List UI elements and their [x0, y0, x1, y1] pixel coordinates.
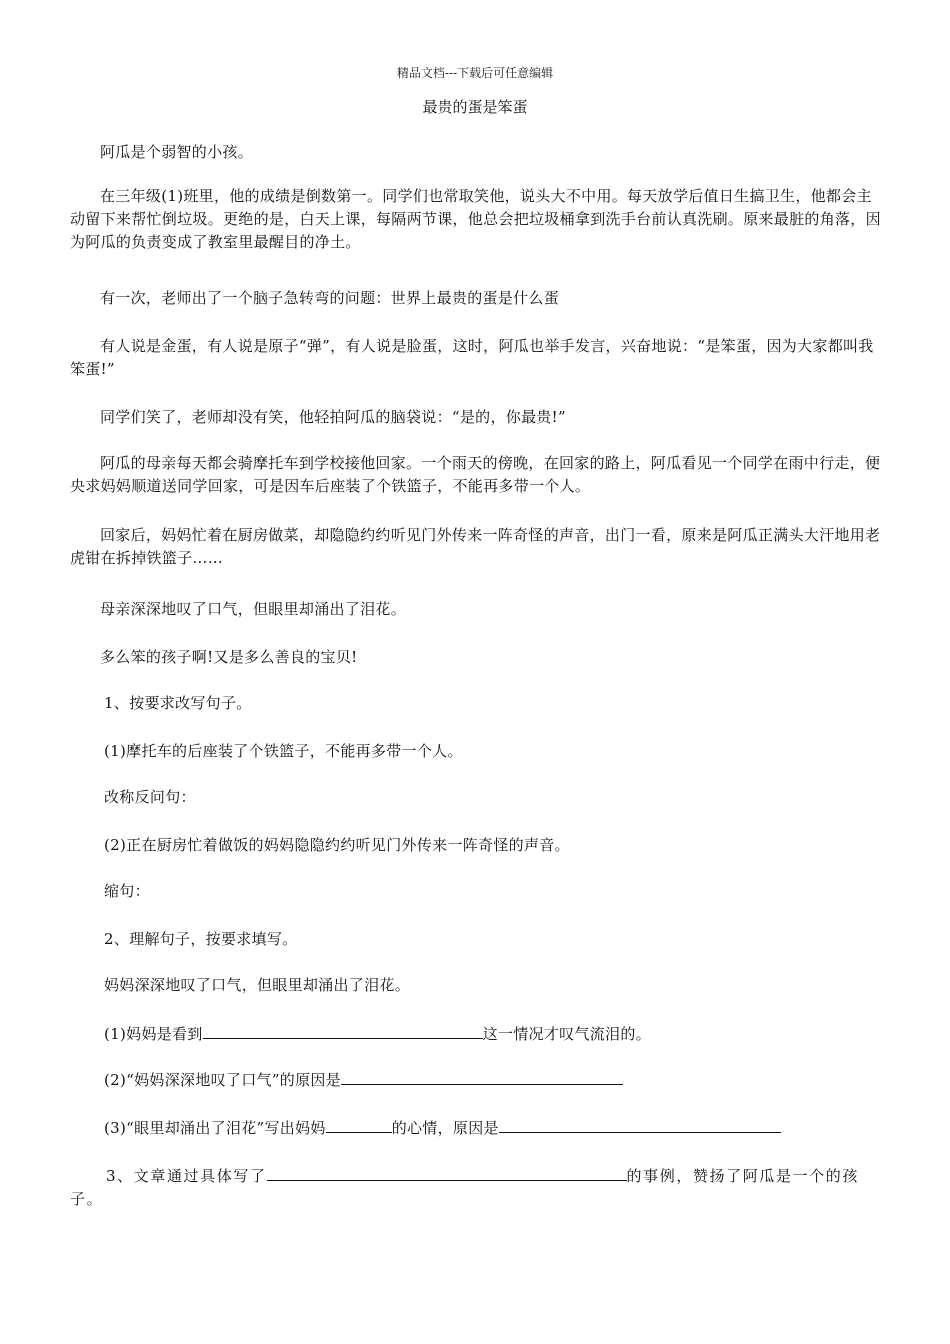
question-2-sentence: 妈妈深深地叹了口气，但眼里却涌出了泪花。 [104, 976, 411, 994]
question-2-item-3 [104, 1116, 882, 1140]
question-1-sentence-1: (1)摩托车的后座装了个铁篮子，不能再多带一个人。 [104, 742, 463, 760]
story-paragraph: 在三年级(1)班里，他的成绩是倒数第一。同学们也常取笑他，说头大不中用。每天放学后值日生搞卫生，他都会主动留下来帮忙倒垃圾。更绝的是，白天上课，每隔两节课，他总会把垃圾桶拿到洗手台前认真洗刷。原来最脏的角落，因为阿瓜的负责变成了教室里最醒目的净土。 [70, 187, 881, 251]
answer-blank[interactable] [499, 1116, 781, 1133]
question-1-title: 1、按要求改写句子。 [104, 694, 252, 712]
story-paragraph: 母亲深深地叹了口气，但眼里却涌出了泪花。 [100, 600, 407, 618]
question-2-item-3-middle: 的心情，原因是 [391, 1119, 499, 1137]
question-2-item-3-before: (3)“眼里却涌出了泪花”写出妈妈 [104, 1119, 326, 1137]
answer-blank[interactable] [341, 1068, 623, 1085]
answer-blank[interactable] [203, 1022, 483, 1039]
answer-blank[interactable] [326, 1116, 392, 1133]
question-1-task-1: 改称反问句： [104, 788, 196, 806]
question-2-item-1 [104, 1022, 882, 1046]
answer-blank[interactable] [267, 1164, 627, 1181]
story-paragraph: 阿瓜的母亲每天都会骑摩托车到学校接他回家。一个雨天的傍晚，在回家的路上，阿瓜看见一个同学在雨中行走，便央求妈妈顺道送同学回家，可是因车后座装了个铁篮子，不能再多带一个人。 [70, 454, 881, 495]
question-3-after: 的事例，赞扬了阿瓜是一个的孩子。 [70, 1167, 859, 1208]
story-paragraph: 有人说是金蛋，有人说是原子“弹”，有人说是脸蛋，这时，阿瓜也举手发言，兴奋地说：“是笨蛋，因为大家都叫我笨蛋!” [70, 337, 874, 378]
page-header: 精品文档---下载后可任意编辑 [396, 66, 554, 80]
story-paragraph: 多么笨的孩子啊!又是多么善良的宝贝! [100, 648, 358, 666]
question-1-task-2: 缩句： [104, 882, 150, 900]
question-3-before: 3、文章通过具体写了 [106, 1167, 267, 1185]
question-2-item-1-before: (1)妈妈是看到 [104, 1025, 203, 1043]
story-paragraph: 同学们笑了，老师却没有笑，他轻拍阿瓜的脑袋说：“是的，你最贵!” [100, 408, 566, 426]
story-paragraph: 有一次，老师出了一个脑子急转弯的问题：世界上最贵的蛋是什么蛋 [100, 289, 560, 307]
story-paragraph: 阿瓜是个弱智的小孩。 [100, 143, 254, 161]
question-2-item-1-after: 这一情况才叹气流泪的。 [482, 1025, 651, 1043]
question-2-item-2-before: (2)“妈妈深深地叹了口气”的原因是 [104, 1071, 341, 1089]
question-1-sentence-2: (2)正在厨房忙着做饭的妈妈隐隐约约听见门外传来一阵奇怪的声音。 [104, 836, 570, 854]
question-3 [70, 1164, 882, 1211]
story-paragraph: 回家后，妈妈忙着在厨房做菜，却隐隐约约听见门外传来一阵奇怪的声音，出门一看，原来是阿瓜正满头大汗地用老虎钳在拆掉铁篮子…… [70, 526, 881, 567]
article-title: 最贵的蛋是笨蛋 [422, 98, 528, 116]
question-2-title: 2、理解句子，按要求填写。 [104, 930, 298, 948]
question-2-item-2 [104, 1068, 882, 1092]
